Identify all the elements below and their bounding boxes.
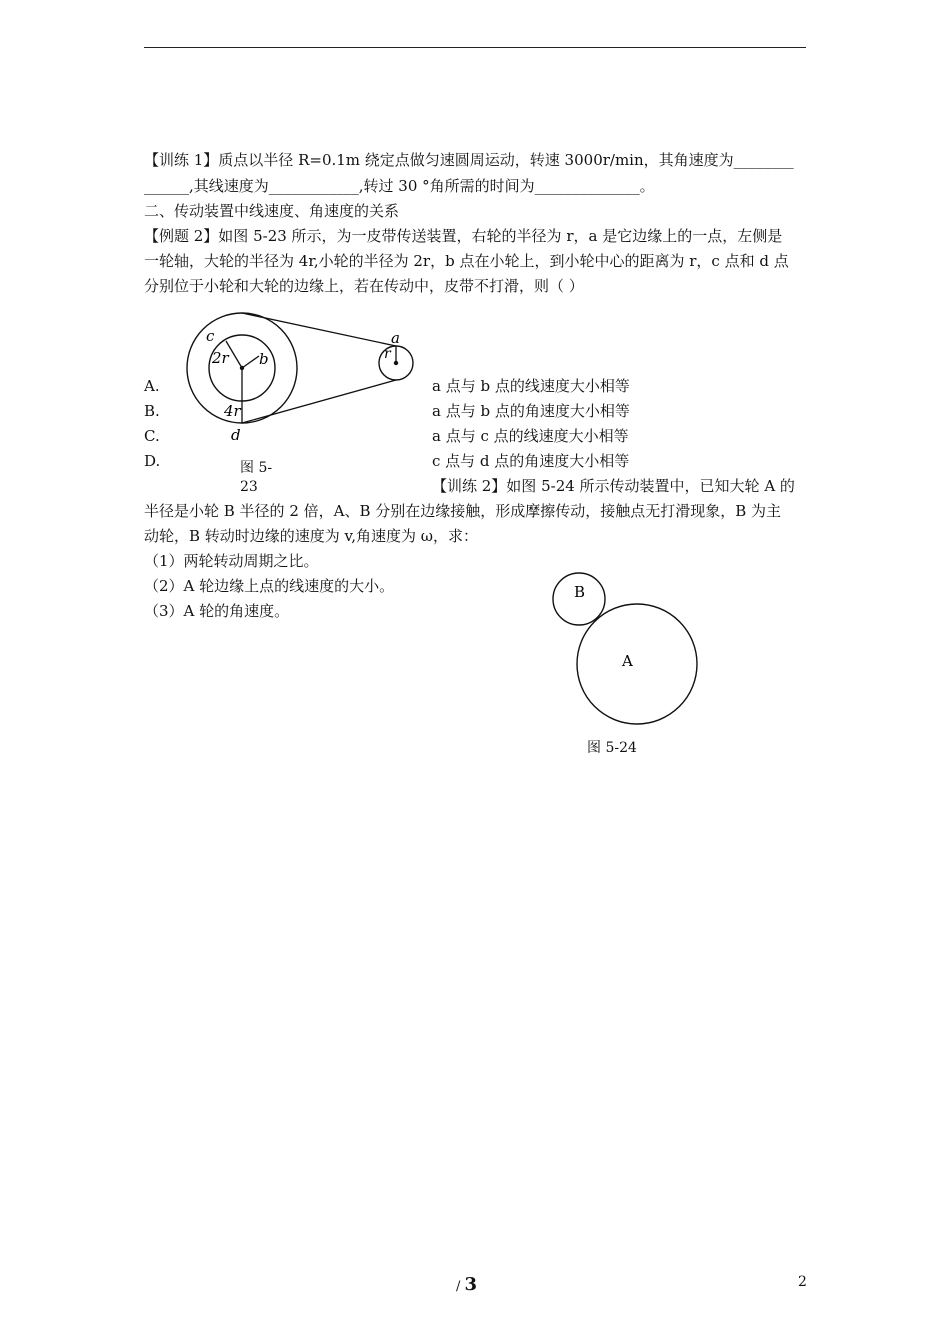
figure-5-23 (170, 300, 410, 450)
training-1-line-2: ______,其线速度为____________,转过 30 °角所需的时间为______________。 (144, 177, 655, 195)
radius-to-b (242, 356, 259, 368)
example-2-line-1: 【例题 2】如图 5-23 所示，为一皮带传送装置，右轮的半径为 r，a 是它边缘上的一点，左侧是 (144, 227, 783, 245)
label-d: d (231, 426, 241, 444)
wheel-b-label: B (574, 583, 586, 601)
belt-bottom (242, 380, 396, 423)
wheel-a-label: A (622, 652, 633, 670)
belt-top (242, 313, 396, 346)
left-center-dot (240, 366, 244, 370)
option-a-letter: A. (144, 377, 160, 395)
example-2-line-2: 一轮轴，大轮的半径为 4r,小轮的半径为 2r，b 点在小轮上，到小轮中心的距离为 r，c 点和 d 点 (144, 252, 789, 270)
page-slash: / (456, 1279, 461, 1294)
label-4r: 4r (224, 402, 241, 420)
header-rule (144, 47, 806, 48)
section-heading: 二、传动装置中线速度、角速度的关系 (144, 202, 400, 220)
option-c-letter: C. (144, 427, 160, 445)
example-2-line-3: 分别位于小轮和大轮的边缘上，若在传动中，皮带不打滑，则（ ） (144, 277, 584, 295)
option-b-letter: B. (144, 402, 160, 420)
label-a: a (391, 329, 400, 347)
figure-5-24 (545, 565, 705, 735)
figure-5-23-caption-1: 图 5- (240, 460, 273, 476)
training-2-line-2: 半径是小轮 B 半径的 2 倍，A、B 分别在边缘接触，形成摩擦传动，接触点无打滑现象，B 为主 (144, 502, 782, 520)
option-d-text: c 点与 d 点的角速度大小相等 (432, 452, 630, 470)
label-b: b (259, 350, 269, 368)
training-1-line-1: 【训练 1】质点以半径 R=0.1m 绕定点做匀速圆周运动，转速 3000r/min，其角速度为________ (144, 151, 794, 169)
option-c-text: a 点与 c 点的线速度大小相等 (432, 427, 629, 445)
option-b-text: a 点与 b 点的角速度大小相等 (432, 402, 630, 420)
page-number: 2 (798, 1274, 807, 1290)
total-pages: 3 (464, 1274, 478, 1295)
figure-5-24-caption: 图 5-24 (587, 740, 637, 756)
label-r: r (384, 346, 391, 362)
question-1: （1）两轮转动周期之比。 (144, 552, 319, 570)
label-c: c (206, 327, 215, 345)
option-a-text: a 点与 b 点的线速度大小相等 (432, 377, 630, 395)
training-2-line-1: 【训练 2】如图 5-24 所示传动装置中，已知大轮 A 的 (432, 477, 795, 495)
right-center-dot (394, 361, 398, 365)
wheel-a (577, 604, 697, 724)
label-2r: 2r (212, 349, 229, 367)
training-2-line-3: 动轮，B 转动时边缘的速度为 v,角速度为 ω，求： (144, 527, 479, 545)
question-3: （3）A 轮的角速度。 (144, 602, 290, 620)
question-2: （2）A 轮边缘上点的线速度的大小。 (144, 577, 395, 595)
page-total (456, 1274, 477, 1295)
figure-5-23-caption-2: 23 (240, 479, 258, 495)
option-d-letter: D. (144, 452, 161, 470)
